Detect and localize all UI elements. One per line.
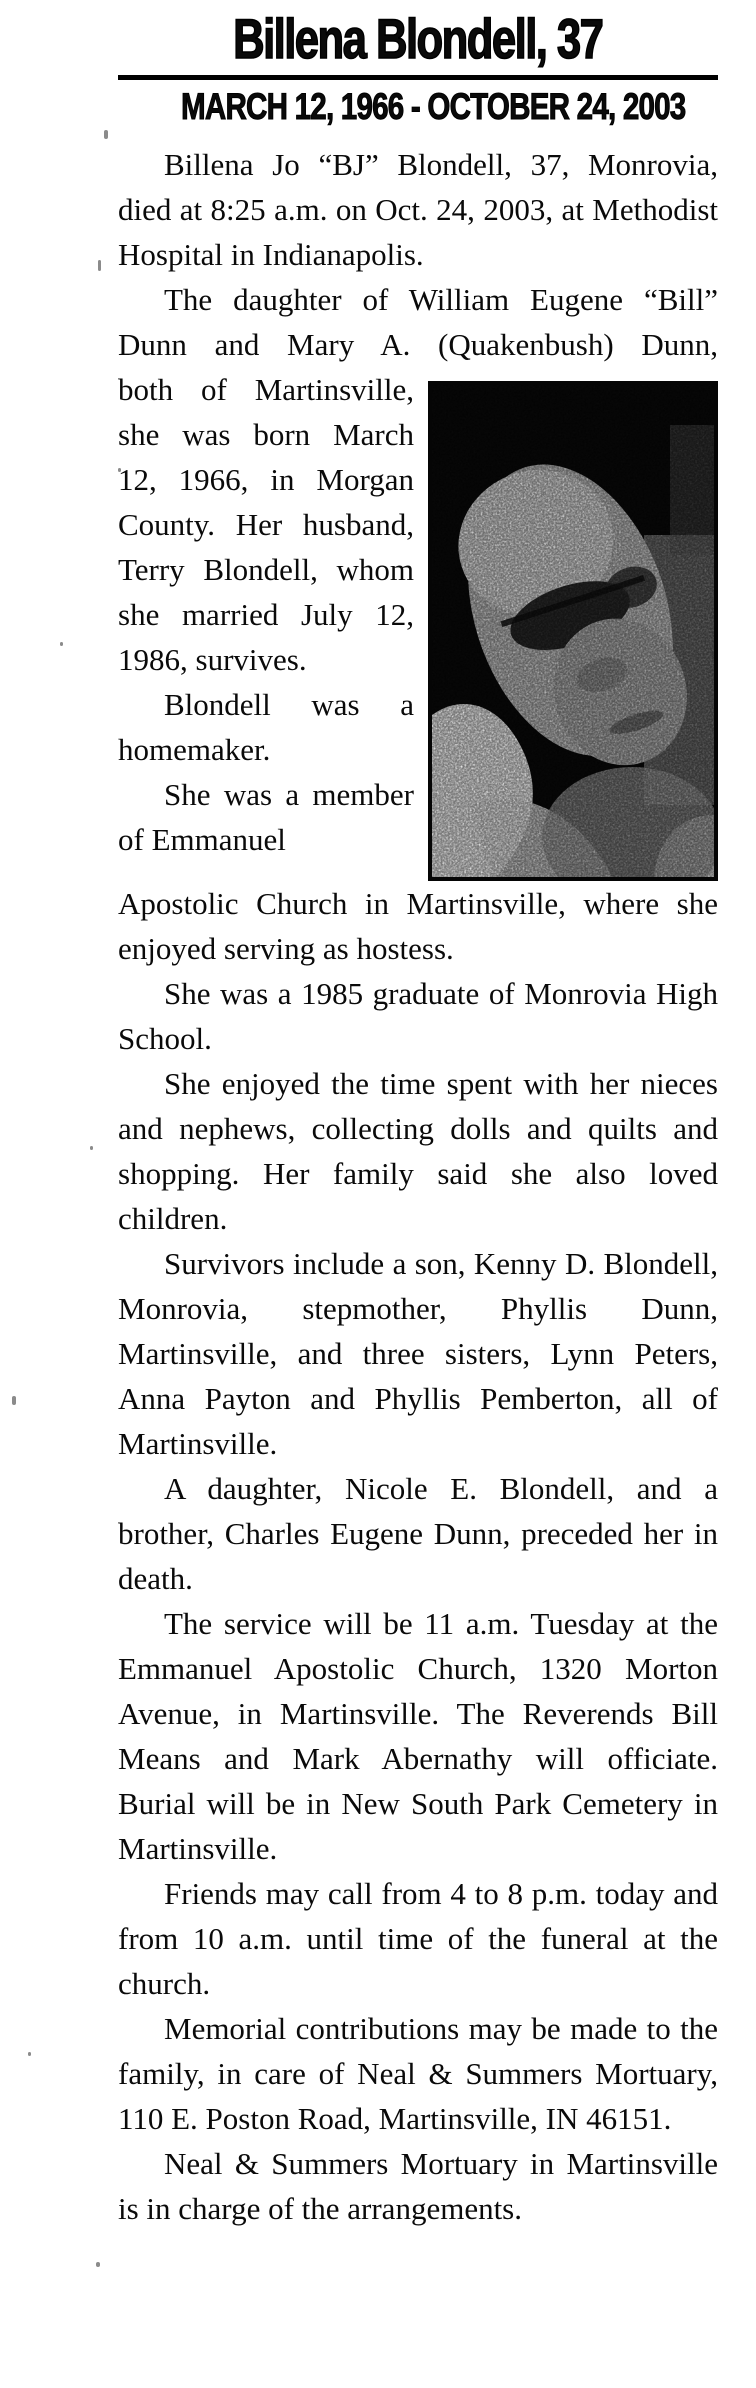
obituary-title bbox=[118, 7, 718, 70]
birth-death-dates-text: MARCH 12, 1966 - OCTOBER 24, 2003 bbox=[181, 85, 686, 127]
headline-divider bbox=[118, 75, 718, 80]
obituary-paragraph-10: Friends may call from 4 to 8 p.m. today and from 10 a.m. until time of the funeral at the church. bbox=[118, 1876, 718, 2002]
scan-speck bbox=[28, 2052, 31, 2056]
scan-speck bbox=[104, 130, 108, 139]
obituary-body bbox=[118, 142, 718, 2231]
scan-speck bbox=[12, 1396, 16, 1405]
photo-text-wrap-row bbox=[118, 367, 718, 881]
obituary-article bbox=[118, 7, 718, 2231]
scan-speck bbox=[96, 2262, 100, 2267]
obituary-paragraph-11: Memorial contributions may be made to the family, in care of Neal & Summers Mortuary, 110 E. Poston Road, Martinsville, IN 46151. bbox=[118, 2011, 718, 2137]
obituary-paragraph-12: Neal & Summers Mortuary in Martinsville is in charge of the arrangements. bbox=[118, 2146, 718, 2227]
scan-speck bbox=[90, 1146, 93, 1150]
portrait-photo bbox=[428, 381, 718, 881]
obituary-paragraph-2-beside-photo: both of Martinsville, she was born March 12, 1966, in Morgan County. Her husband, Terry Blondell, whom she married July 12, 1986, survives. bbox=[118, 372, 414, 678]
obituary-paragraph-7: Survivors include a son, Kenny D. Blondell, Monrovia, stepmother, Phyllis Dunn, Martinsville, and three sisters, Lynn Peters, Anna Payton and Phyllis Pemberton, all of Martinsville. bbox=[118, 1246, 718, 1462]
birth-death-dates bbox=[118, 87, 718, 128]
obituary-paragraph-6: She enjoyed the time spent with her nieces and nephews, collecting dolls and quilts and shopping. Her family said she also loved children. bbox=[118, 1066, 718, 1237]
scan-speck bbox=[98, 260, 101, 271]
obituary-paragraph-2-intro: The daughter of William Eugene “Bill” Dunn and Mary A. (Quakenbush) Dunn, bbox=[118, 282, 718, 363]
obituary-paragraph-1: Billena Jo “BJ” Blondell, 37, Monrovia, died at 8:25 a.m. on Oct. 24, 2003, at Methodist Hospital in Indianapolis. bbox=[118, 147, 718, 273]
obituary-paragraph-4-continued: Apostolic Church in Martinsville, where she enjoyed serving as hostess. bbox=[118, 886, 718, 967]
obituary-title-text: Billena Blondell, 37 bbox=[233, 7, 603, 70]
obituary-paragraph-8: A daughter, Nicole E. Blondell, and a brother, Charles Eugene Dunn, preceded her in death. bbox=[118, 1471, 718, 1597]
obituary-paragraph-3: Blondell was a homemaker. bbox=[118, 687, 414, 768]
obituary-paragraph-4-beside-photo: She was a member of Emmanuel bbox=[118, 777, 414, 858]
scan-speck bbox=[60, 642, 63, 646]
narrow-text-column bbox=[118, 367, 414, 862]
portrait-photo-image bbox=[428, 381, 718, 881]
obituary-paragraph-9: The service will be 11 a.m. Tuesday at the Emmanuel Apostolic Church, 1320 Morton Avenue, in Martinsville. The Reverends Bill Means and Mark Abernathy will officiate. Burial will be in New South Park Cemetery in Martinsville. bbox=[118, 1606, 718, 1867]
obituary-paragraph-5: She was a 1985 graduate of Monrovia High School. bbox=[118, 976, 718, 1057]
